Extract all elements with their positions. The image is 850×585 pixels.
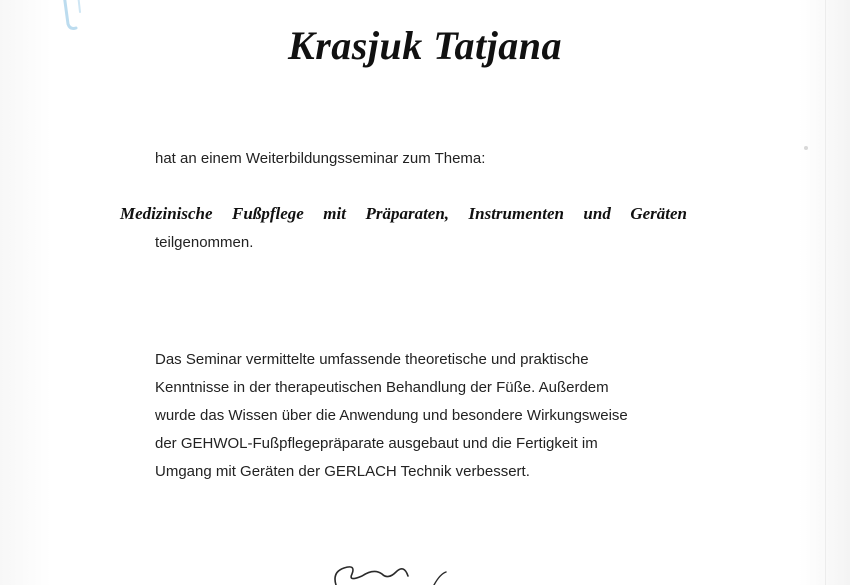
handwritten-signature-icon (322, 560, 472, 585)
description-line: Kenntnisse in der therapeutischen Behandlung der Füße. Außerdem (155, 379, 609, 396)
paper-edge-line (825, 0, 826, 585)
participation-text: teilgenommen. (155, 234, 254, 251)
recipient-name: Krasjuk Tatjana (288, 23, 562, 68)
description-line: der GEHWOL-Fußpflegepräparate ausgebaut und die Fertigkeit im (155, 435, 598, 452)
paper-mark-dot (804, 146, 808, 150)
description-line: Das Seminar vermittelte umfassende theoretische und praktische (155, 351, 589, 368)
seminar-topic: Medizinische Fußpflege mit Präparaten, Instrumenten und Geräten (120, 204, 687, 223)
seminar-description (155, 346, 715, 486)
description-line: wurde das Wissen über die Anwendung und besondere Wirkungsweise (155, 407, 628, 424)
intro-text: hat an einem Weiterbildungsseminar zum Thema: (155, 150, 486, 167)
description-line: Umgang mit Geräten der GERLACH Technik verbessert. (155, 463, 530, 480)
